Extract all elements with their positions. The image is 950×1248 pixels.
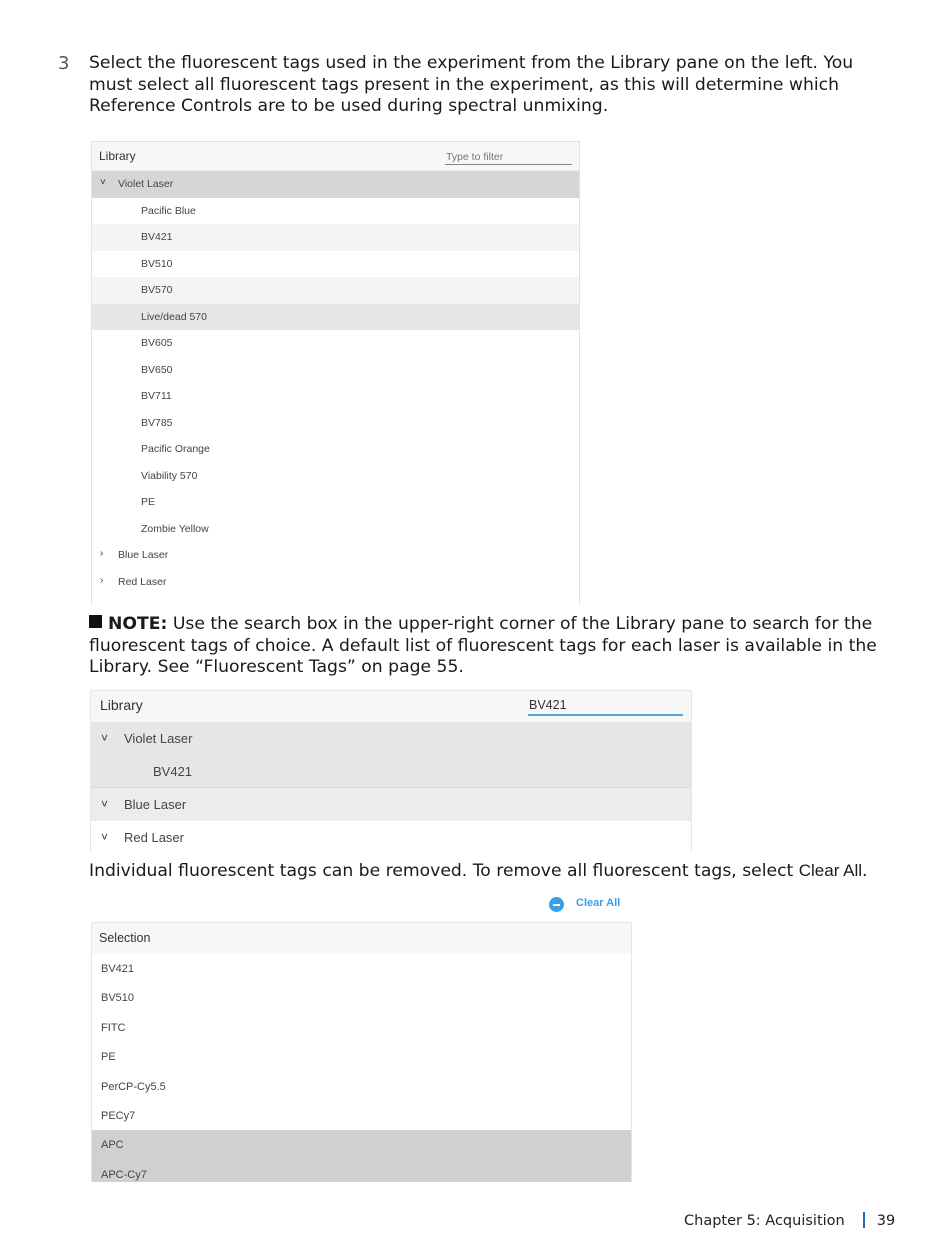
library-header	[92, 142, 579, 171]
tree-item-row[interactable]	[92, 383, 579, 410]
remove-text-end: .	[862, 861, 868, 881]
clear-all-reference: Clear All	[798, 861, 863, 880]
library-pane-filtered	[90, 690, 692, 852]
selection-row[interactable]	[92, 1042, 631, 1071]
page-footer	[684, 1212, 895, 1229]
tree-item-row[interactable]	[92, 277, 579, 304]
selection-row-label: BV421	[101, 963, 135, 975]
tree-item-row[interactable]	[92, 357, 579, 384]
selection-row-label: APC	[101, 1139, 124, 1152]
tree-item-row[interactable]	[91, 755, 691, 788]
library-search-input[interactable]	[528, 696, 683, 716]
clear-all-label: Clear All	[576, 897, 621, 909]
tree-row-label: Red Laser	[124, 830, 184, 846]
footer-divider	[863, 1212, 865, 1228]
tree-row-label: BV711	[141, 390, 172, 402]
library-title: Library	[100, 697, 143, 713]
library-filter-input[interactable]	[445, 149, 572, 165]
tree-item-row[interactable]	[92, 516, 579, 543]
chevron-down-icon[interactable]: ˅	[101, 731, 109, 745]
tree-row-label: Blue Laser	[118, 549, 169, 561]
tree-item-row[interactable]	[92, 251, 579, 278]
tree-row-label: BV605	[141, 337, 173, 349]
tree-row-label: Blue Laser	[124, 797, 187, 813]
chevron-down-icon[interactable]: ˅	[101, 797, 109, 812]
selection-row[interactable]	[92, 1130, 631, 1159]
library-tree-filtered	[91, 722, 691, 852]
selection-row[interactable]	[92, 1101, 631, 1130]
selection-row-label: FITC	[101, 1021, 126, 1034]
tree-item-row[interactable]	[92, 436, 579, 463]
tree-item-row[interactable]	[92, 224, 579, 251]
selection-list	[92, 954, 631, 1182]
selection-row-label: APC-Cy7	[101, 1168, 147, 1181]
selection-header	[92, 923, 631, 954]
tree-row-label: BV650	[141, 363, 173, 376]
tree-row-label: BV785	[141, 416, 173, 429]
selection-row-label: BV510	[101, 992, 135, 1005]
tree-group-row[interactable]	[91, 821, 691, 852]
tree-row-label: Red Laser	[118, 575, 167, 588]
tree-group-row[interactable]	[92, 542, 579, 569]
library-tree	[92, 171, 579, 595]
tree-item-row[interactable]	[92, 489, 579, 516]
selection-row-label: PerCP-Cy5.5	[101, 1080, 166, 1093]
selection-row[interactable]	[92, 1072, 631, 1101]
tree-row-label: Pacific Orange	[141, 443, 210, 455]
library-title: Library	[99, 149, 136, 163]
selection-row-label: PECy7	[101, 1109, 136, 1122]
tree-row-label: Pacific Blue	[141, 204, 196, 217]
chevron-down-icon[interactable]: ˅	[100, 177, 106, 188]
library-pane	[91, 141, 580, 605]
note-text: Use the search box in the upper-right corner of the Library pane to search for the fluorescent tags of choice. A default list of fluorescent tags for each laser is available in the Library. See “Fluorescent Tags” on page 55.	[89, 614, 877, 677]
tree-row-label: Violet Laser	[118, 178, 174, 190]
tree-group-row[interactable]	[91, 722, 691, 755]
tree-group-row[interactable]	[91, 787, 691, 821]
tree-item-row[interactable]	[92, 410, 579, 437]
selection-pane	[91, 922, 632, 1182]
selection-row[interactable]	[92, 1160, 631, 1182]
tree-item-row[interactable]	[92, 304, 579, 331]
tree-item-row[interactable]	[92, 463, 579, 490]
tree-group-row[interactable]	[92, 569, 579, 596]
step-number: 3	[58, 53, 70, 74]
tree-item-row[interactable]	[92, 198, 579, 225]
selection-row-label: PE	[101, 1051, 116, 1064]
tree-row-label: BV570	[141, 284, 173, 296]
step-instructions: Select the fluorescent tags used in the experiment from the Library pane on the left. You must select all fluorescent tags present in the experiment, as this will determine which Reference Controls are to be used during spectral unmixing.	[89, 53, 854, 116]
tree-row-label: Violet Laser	[124, 731, 193, 746]
library-header	[91, 691, 691, 722]
tree-row-label: BV421	[141, 231, 173, 243]
minus-circle-icon	[549, 897, 564, 912]
tree-row-label: BV510	[141, 257, 173, 270]
selection-row[interactable]	[92, 1013, 631, 1042]
tree-row-label: Zombie Yellow	[141, 522, 209, 535]
chevron-right-icon[interactable]: ›	[100, 574, 104, 586]
tree-item-row[interactable]	[92, 330, 579, 357]
tree-row-label: Live/dead 570	[141, 310, 207, 323]
note-square-icon	[89, 615, 102, 628]
chapter-title: Chapter 5: Acquisition	[684, 1213, 845, 1229]
tree-row-label: Viability 570	[141, 469, 198, 482]
selection-row[interactable]	[92, 954, 631, 983]
tree-group-row[interactable]	[92, 171, 579, 198]
selection-row[interactable]	[92, 983, 631, 1012]
remove-instructions	[89, 860, 868, 883]
note-label: NOTE:	[108, 614, 168, 634]
chevron-right-icon[interactable]: ›	[100, 548, 104, 559]
note-paragraph	[89, 614, 889, 679]
chevron-down-icon[interactable]: ˅	[101, 830, 109, 845]
remove-text: Individual fluorescent tags can be removed. To remove all fluorescent tags, select	[89, 861, 799, 881]
tree-row-label: PE	[141, 496, 156, 508]
selection-title: Selection	[99, 931, 151, 945]
page-number: 39	[876, 1213, 896, 1229]
tree-row-label: BV421	[153, 763, 193, 779]
